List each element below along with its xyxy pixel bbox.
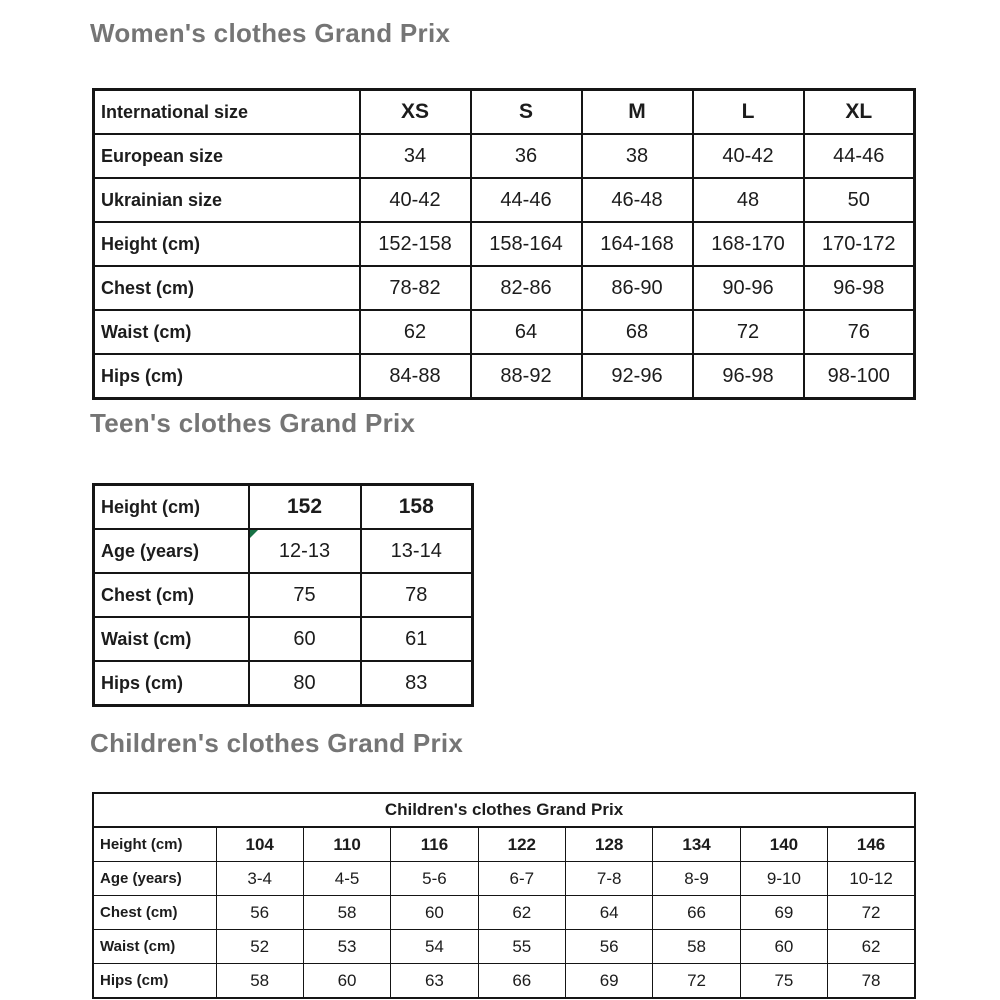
value-cell: 158-164 [471,222,582,266]
column-header-cell: 122 [478,827,565,862]
value-cell: 38 [582,134,693,178]
row-label: Height (cm) [94,485,249,530]
value-cell: 170-172 [804,222,915,266]
table-header-row [93,793,915,827]
value-cell: 72 [653,964,740,999]
value-cell: 52 [216,930,303,964]
value-cell: 48 [693,178,804,222]
row-label: European size [94,134,360,178]
value-cell: 7-8 [566,862,653,896]
value-cell: 61 [361,617,473,661]
value-cell: 13-14 [361,529,473,573]
column-header-cell: XS [360,90,471,135]
value-cell: 88-92 [471,354,582,399]
column-header-cell: M [582,90,693,135]
table-row [94,134,915,178]
value-cell: 78 [361,573,473,617]
table-merged-header: Children's clothes Grand Prix [93,793,915,827]
table-row [94,661,473,706]
value-cell: 63 [391,964,478,999]
column-header-cell: 128 [566,827,653,862]
table-row [93,827,915,862]
table-row [93,862,915,896]
value-cell: 69 [740,896,827,930]
column-header-cell: XL [804,90,915,135]
column-header-cell: 110 [303,827,390,862]
row-label: Chest (cm) [93,896,216,930]
value-cell: 46-48 [582,178,693,222]
value-cell: 64 [566,896,653,930]
value-cell: 58 [303,896,390,930]
value-cell: 60 [303,964,390,999]
column-header-cell: 104 [216,827,303,862]
row-label: Age (years) [93,862,216,896]
value-cell: 54 [391,930,478,964]
value-cell: 62 [360,310,471,354]
value-cell: 34 [360,134,471,178]
value-cell: 83 [361,661,473,706]
value-cell: 8-9 [653,862,740,896]
value-cell: 80 [249,661,361,706]
value-cell: 96-98 [804,266,915,310]
value-cell: 58 [216,964,303,999]
value-cell: 66 [653,896,740,930]
value-cell: 50 [804,178,915,222]
value-cell: 75 [740,964,827,999]
value-cell: 69 [566,964,653,999]
value-cell: 64 [471,310,582,354]
value-cell: 82-86 [471,266,582,310]
column-header-cell: L [693,90,804,135]
value-cell: 60 [391,896,478,930]
cell-corner-marker-icon [250,530,258,538]
row-label: Height (cm) [93,827,216,862]
row-label: Waist (cm) [93,930,216,964]
row-label: Hips (cm) [94,354,360,399]
value-cell: 72 [693,310,804,354]
row-label: Hips (cm) [94,661,249,706]
value-cell: 58 [653,930,740,964]
table-row [94,222,915,266]
table-row [94,90,915,135]
value-cell: 40-42 [360,178,471,222]
value-cell: 4-5 [303,862,390,896]
children-size-table [92,792,916,999]
value-cell: 53 [303,930,390,964]
value-cell: 90-96 [693,266,804,310]
value-cell: 44-46 [804,134,915,178]
value-cell: 152-158 [360,222,471,266]
table-row [94,266,915,310]
value-cell: 56 [216,896,303,930]
value-cell: 66 [478,964,565,999]
column-header-cell: S [471,90,582,135]
value-cell: 5-6 [391,862,478,896]
row-label: Ukrainian size [94,178,360,222]
column-header-cell: 140 [740,827,827,862]
row-label: Chest (cm) [94,573,249,617]
value-cell: 3-4 [216,862,303,896]
value-cell: 68 [582,310,693,354]
value-cell: 12-13 [249,529,361,573]
row-label: Age (years) [94,529,249,573]
column-header-cell: 152 [249,485,361,530]
value-cell: 60 [249,617,361,661]
value-cell: 62 [828,930,915,964]
table-row [94,354,915,399]
column-header-cell: 116 [391,827,478,862]
women-size-table [92,88,916,400]
value-cell: 6-7 [478,862,565,896]
row-label: Hips (cm) [93,964,216,999]
table-row [94,485,473,530]
value-cell: 10-12 [828,862,915,896]
row-label: Waist (cm) [94,617,249,661]
value-cell: 168-170 [693,222,804,266]
table-row [93,896,915,930]
column-header-cell: 146 [828,827,915,862]
value-cell: 36 [471,134,582,178]
table-row [94,178,915,222]
value-cell: 78 [828,964,915,999]
row-label: International size [94,90,360,135]
value-cell: 78-82 [360,266,471,310]
value-cell: 44-46 [471,178,582,222]
row-label: Height (cm) [94,222,360,266]
table-row [94,310,915,354]
value-cell: 92-96 [582,354,693,399]
column-header-cell: 134 [653,827,740,862]
women-section-title: Women's clothes Grand Prix [90,18,451,48]
value-cell: 9-10 [740,862,827,896]
value-cell: 75 [249,573,361,617]
teen-size-table [92,483,474,707]
value-cell: 56 [566,930,653,964]
value-cell: 96-98 [693,354,804,399]
row-label: Chest (cm) [94,266,360,310]
value-cell: 60 [740,930,827,964]
value-cell: 164-168 [582,222,693,266]
value-cell: 62 [478,896,565,930]
value-cell: 98-100 [804,354,915,399]
table-row [94,573,473,617]
value-cell: 55 [478,930,565,964]
table-row [94,617,473,661]
column-header-cell: 158 [361,485,473,530]
value-cell: 86-90 [582,266,693,310]
children-section-title: Children's clothes Grand Prix [90,728,464,758]
value-cell: 72 [828,896,915,930]
table-row [93,964,915,999]
table-row [94,529,473,573]
table-row [93,930,915,964]
teen-section-title: Teen's clothes Grand Prix [90,408,416,438]
value-cell: 40-42 [693,134,804,178]
value-cell: 76 [804,310,915,354]
value-cell: 84-88 [360,354,471,399]
row-label: Waist (cm) [94,310,360,354]
